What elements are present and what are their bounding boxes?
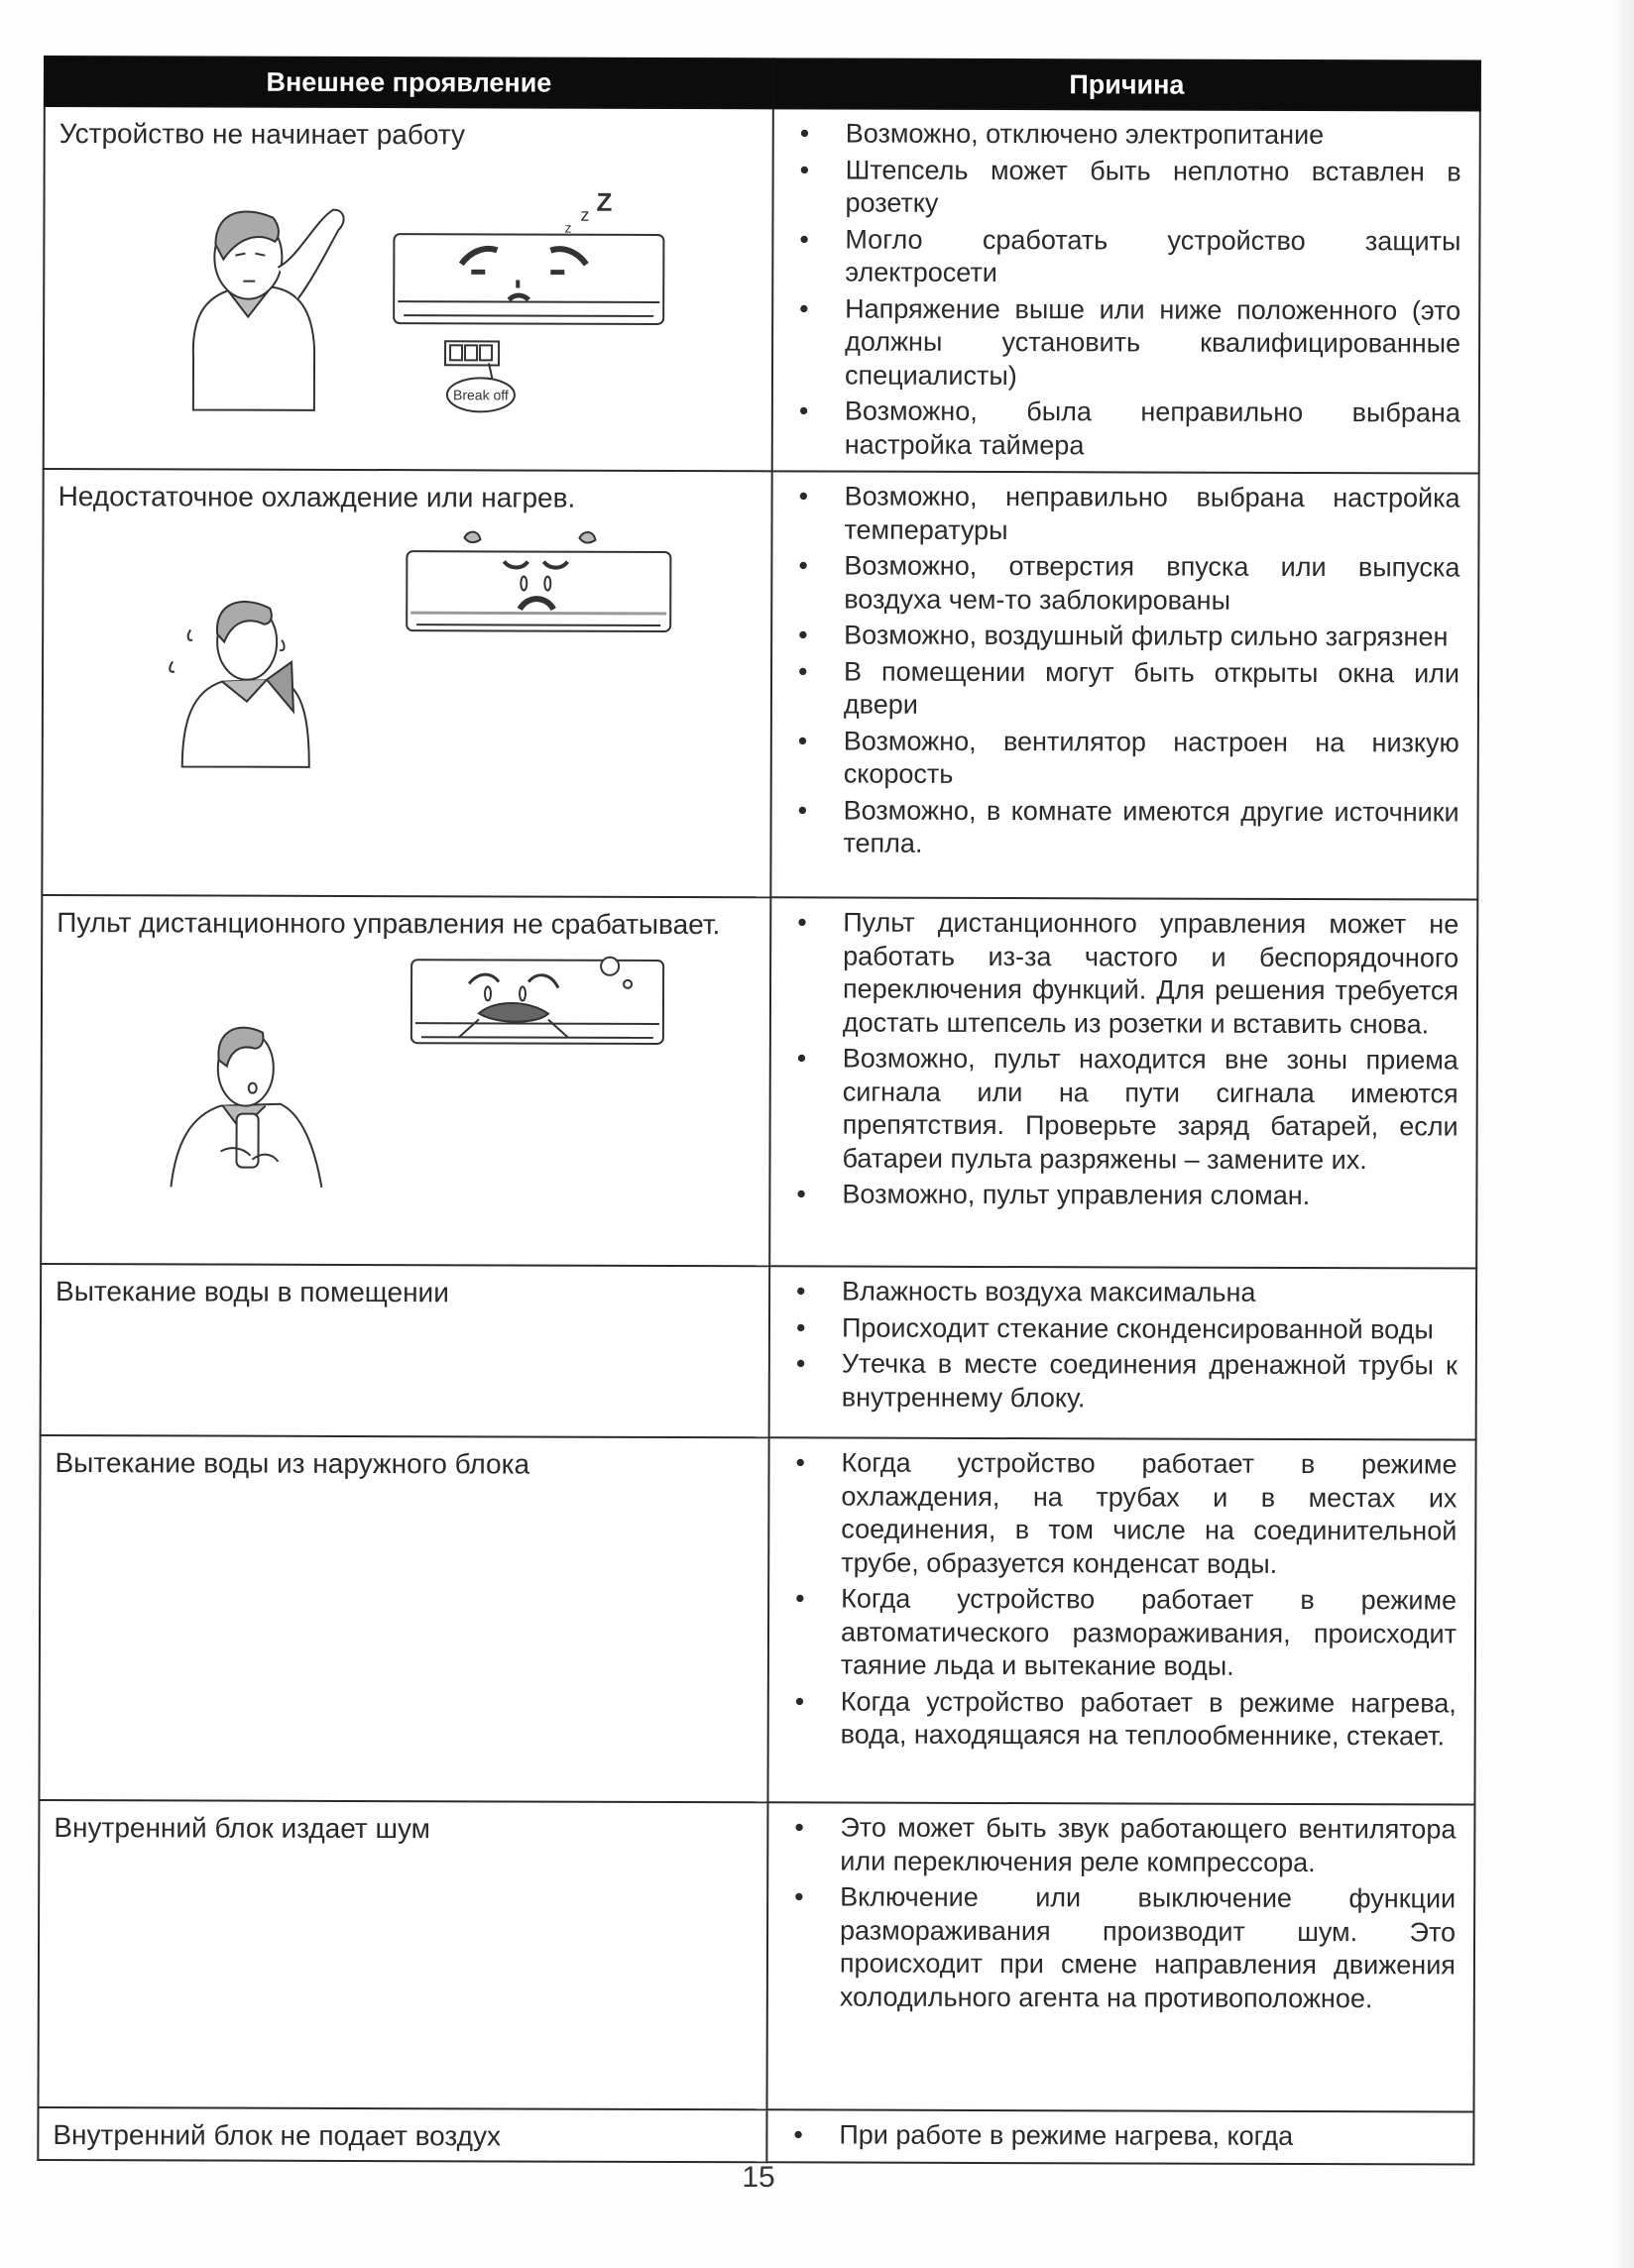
cause-item: • Когда устройство работает в режиме автоматического размораживания, происходит таяние льда и вытекание воды. — [795, 1583, 1458, 1681]
bullet-icon: • — [797, 725, 808, 755]
cause-item: • Возможно, в комнате имеются другие источники тепла. — [797, 794, 1459, 858]
cause-item: • Могло сработать устройство защиты электросети — [799, 223, 1461, 288]
cause-cell — [766, 1802, 1474, 2111]
person-holding-remote-icon — [171, 1027, 322, 1187]
svg-text:z: z — [564, 219, 572, 236]
ac-unit-sleeping-icon — [394, 186, 663, 324]
bullet-icon: • — [797, 794, 808, 825]
cause-item: • Возможно, воздушный фильтр сильно загрязнен — [798, 620, 1449, 652]
page-edge-shadow — [1612, 0, 1634, 2268]
person-scratching-head-icon — [193, 209, 344, 410]
symptom-text: Внутренний блок не подает воздух — [53, 2119, 502, 2152]
bullet-icon: • — [796, 1043, 807, 1074]
cause-list — [773, 109, 1479, 472]
symptom-cell — [44, 106, 773, 471]
cause-cell — [770, 471, 1478, 899]
symptom-cell — [38, 1800, 767, 2109]
cause-item: • Это может быть звук работающего вентилятора или переключения реле компрессора. — [794, 1812, 1457, 1877]
cause-item: • В помещении могут быть открыты окна или двери — [798, 655, 1460, 720]
cause-item: • Возможно, отключено электропитание — [799, 118, 1325, 151]
bullet-icon: • — [795, 1447, 806, 1478]
bullet-icon: • — [795, 1348, 806, 1379]
symptom-text: Внутренний блок издает шум — [54, 1812, 430, 1845]
bullet-icon: • — [799, 118, 810, 149]
cause-item: • Происходит стекание сконденсированной воды — [795, 1311, 1434, 1344]
cause-list — [770, 898, 1476, 1222]
table-row — [44, 106, 1480, 474]
table-row — [39, 1435, 1475, 1805]
cause-item: • Когда устройство работает в режиме нагрева, вода, находящаяся на теплообменнике, стекает. — [794, 1685, 1457, 1752]
symptom-cell — [38, 2107, 766, 2162]
symptom-cell — [42, 469, 771, 897]
cause-cell — [769, 1266, 1477, 1439]
svg-text:z: z — [580, 204, 590, 225]
cause-item: • Включение или выключение функции размораживания производит шум. Это происходит при смене направления движения холодильного агента на противоположное. — [794, 1881, 1457, 2013]
cause-item: • Возможно, вентилятор настроен на низкую скорость — [797, 725, 1459, 789]
ac-unit-covering-mouth-icon — [411, 957, 663, 1044]
bullet-icon: • — [795, 1311, 806, 1342]
cause-item: • Возможно, пульт управления сломан. — [796, 1179, 1311, 1211]
cause-item: • Влажность воздуха максимальна — [796, 1276, 1256, 1307]
illustration-not-starting — [45, 150, 772, 419]
cause-list — [771, 472, 1477, 871]
bullet-icon: • — [794, 1812, 804, 1843]
svg-text:Z: Z — [596, 186, 613, 217]
cause-item: • Возможно, была неправильно выбрана настройка таймера — [798, 396, 1460, 460]
page-number: 15 — [742, 2161, 775, 2194]
header-cause: Причина — [773, 58, 1480, 110]
bullet-icon: • — [796, 1179, 806, 1209]
symptom-text: Недостаточное охлаждение или нагрев. — [58, 481, 576, 513]
bullet-icon: • — [793, 2119, 803, 2150]
symptom-cell — [39, 1435, 768, 1802]
illustration-remote-not-working — [42, 939, 769, 1208]
bullet-icon: • — [796, 1276, 806, 1306]
symptom-text: Устройство не начинает работу — [58, 118, 466, 151]
symptom-text: Пульт дистанционного управления не срабатывает. — [57, 907, 721, 941]
symptom-cell — [41, 895, 770, 1266]
cause-cell — [767, 1437, 1475, 1804]
illustration-insufficient-cooling — [44, 512, 771, 812]
bullet-icon: • — [799, 154, 810, 184]
cause-cell — [766, 2109, 1473, 2164]
cause-item: • Штепсель может быть неплотно вставлен в розетку — [799, 154, 1461, 218]
cause-item: • Возможно, отверстия впуска или выпуска воздуха чем-то заблокированы — [798, 550, 1460, 616]
header-symptom: Внешнее проявление — [45, 57, 773, 108]
cause-item: • Возможно, неправильно выбрана настройка температуры — [798, 481, 1460, 545]
table-header-row — [45, 57, 1480, 111]
bullet-icon: • — [799, 223, 809, 254]
table-row — [41, 895, 1477, 1269]
break-off-label: Break off — [453, 387, 509, 403]
cause-item: • Пульт дистанционного управления может не работать из-за частого и беспорядочного переключения функций. Для решения требуется достать штепсель из розетки и вставить снова. — [797, 907, 1459, 1039]
cause-list — [769, 1438, 1475, 1762]
cause-cell — [772, 108, 1480, 473]
symptom-text: Вытекание воды в помещении — [56, 1276, 449, 1308]
bullet-icon: • — [797, 907, 807, 938]
cause-item: • При работе в режиме нагрева, когда — [793, 2119, 1294, 2151]
bullet-icon: • — [794, 1881, 804, 1912]
symptom-cell — [41, 1264, 770, 1437]
cause-item: • Утечка в месте соединения дренажной трубы к внутреннему блоку. — [795, 1348, 1458, 1413]
ac-unit-sad-icon — [407, 531, 670, 631]
bullet-icon: • — [798, 481, 809, 511]
bullet-icon: • — [798, 655, 808, 686]
table-row — [41, 1264, 1477, 1440]
bullet-icon: • — [798, 550, 808, 581]
cause-item: • Возможно, пульт находится вне зоны приема сигнала или на пути сигнала имеются препятствия. Проверьте заряд батарей, если батареи пульта разряжены – замените их. — [796, 1043, 1459, 1175]
bullet-icon: • — [798, 396, 809, 426]
cause-item: • Когда устройство работает в режиме охлаждения, на трубах и в местах их соединения, в том числе на соединительной трубе, образуется конденсат воды. — [795, 1447, 1458, 1579]
bullet-icon: • — [799, 292, 809, 323]
table-row — [38, 2107, 1473, 2164]
symptom-text: Вытекание воды из наружного блока — [55, 1447, 530, 1480]
troubleshooting-table — [37, 56, 1481, 2165]
cause-list — [767, 2110, 1472, 2163]
bullet-icon: • — [798, 620, 808, 650]
cause-list — [768, 1803, 1474, 2024]
table-row — [42, 469, 1478, 900]
cause-cell — [769, 897, 1477, 1268]
cause-list — [770, 1267, 1475, 1424]
table-row — [38, 1800, 1474, 2112]
bullet-icon: • — [794, 1685, 805, 1716]
power-socket-icon — [445, 341, 515, 411]
cause-item: • Напряжение выше или ниже положенного (это должны установить квалифицированные специалисты) — [799, 292, 1461, 391]
bullet-icon: • — [795, 1583, 805, 1614]
person-sweating-icon — [170, 602, 309, 767]
